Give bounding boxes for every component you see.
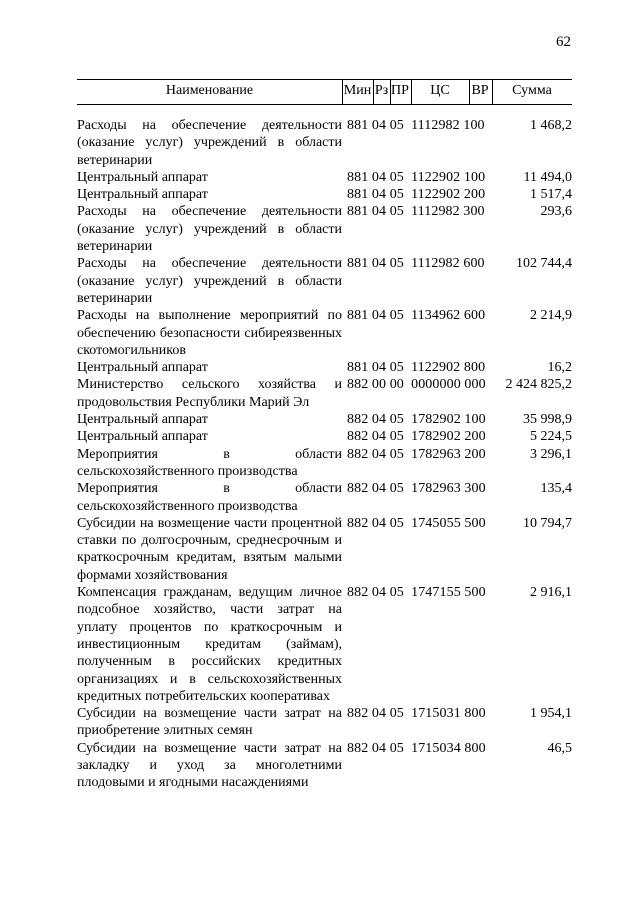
- row-sum: 135,4: [540, 481, 572, 497]
- row-name: Центральный аппарат: [77, 412, 208, 428]
- row-sum: 5 224,5: [530, 429, 572, 445]
- row-code: 882 04 05 1715034 800: [347, 740, 486, 756]
- row-sum: 46,5: [547, 740, 572, 756]
- table-row: [77, 411, 572, 428]
- table-row: [77, 480, 572, 515]
- row-code: 882 04 05 1747155 500: [347, 585, 486, 601]
- row-sum: 16,2: [547, 360, 572, 376]
- row-name: Мероприятия в области сельскохозяйственного производства: [77, 481, 342, 514]
- row-name: Центральный аппарат: [77, 429, 208, 445]
- header-min: Мин: [343, 83, 372, 98]
- row-name: Компенсация гражданам, ведущим личное подсобное хозяйство, части затрат на уплату процентов по краткосрочным и инвестиционным кредитам (займам), полученным в российских кредитных организациях и в сельскохозяйственных кредитных потребительских кооперативах: [77, 585, 342, 704]
- header-divider: [492, 80, 493, 104]
- table-row: [77, 186, 572, 203]
- row-sum: 2 424 825,2: [505, 377, 572, 393]
- row-code: 882 04 05 1745055 500: [347, 515, 486, 531]
- row-sum: 1 517,4: [530, 187, 572, 203]
- row-code: 882 04 05 1782902 100: [347, 412, 486, 428]
- row-sum: 10 794,7: [523, 515, 572, 531]
- header-cs: ЦС: [430, 83, 450, 98]
- table-row: [77, 307, 572, 359]
- table-row: [77, 584, 572, 705]
- row-name: Мероприятия в области сельскохозяйственного производства: [77, 446, 342, 479]
- header-pr: ПР: [391, 83, 409, 98]
- header-vr: ВР: [471, 83, 489, 98]
- row-code: 882 04 05 1782963 300: [347, 481, 486, 497]
- row-name: Расходы на обеспечение деятельности (оказание услуг) учреждений в области ветеринарии: [77, 118, 342, 168]
- row-name: Министерство сельского хозяйства и продовольствия Республики Марий Эл: [77, 377, 342, 410]
- row-name: Субсидии на возмещение части процентной ставки по долгосрочным, среднесрочным и краткосрочным кредитам, взятым малыми формами хозяйствования: [77, 515, 342, 583]
- row-sum: 1 954,1: [530, 706, 572, 722]
- header-divider: [469, 80, 470, 104]
- row-code: 881 04 05 1122902 800: [347, 360, 486, 376]
- row-code: 881 04 05 1112982 100: [347, 118, 485, 133]
- row-name: Расходы на выполнение мероприятий по обеспечению безопасности сибиреязвенных скотомогильников: [77, 308, 342, 358]
- row-code: 882 04 05 1782963 200: [347, 446, 486, 462]
- row-code: 881 04 05 1122902 100: [347, 169, 486, 185]
- header-rz: Рз: [374, 83, 389, 98]
- row-sum: 3 296,1: [530, 446, 572, 462]
- table-row: [77, 446, 572, 481]
- row-sum: 2 916,1: [530, 585, 572, 601]
- table-row: [77, 428, 572, 445]
- table-row: [77, 376, 572, 411]
- table-row: [77, 117, 572, 169]
- row-name: Центральный аппарат: [77, 169, 208, 185]
- row-code: 881 04 05 1112982 300: [347, 204, 485, 220]
- header-name: Наименование: [165, 83, 254, 98]
- row-name: Субсидии на возмещение части затрат на приобретение элитных семян: [77, 706, 342, 739]
- row-name: Расходы на обеспечение деятельности (оказание услуг) учреждений в области ветеринарии: [77, 204, 342, 255]
- row-sum: 11 494,0: [523, 169, 572, 185]
- row-name: Центральный аппарат: [77, 187, 208, 203]
- header-divider: [342, 80, 343, 104]
- row-code: 881 04 05 1134962 600: [347, 308, 486, 324]
- row-sum: 2 214,9: [530, 308, 572, 324]
- row-sum: 1 468,2: [530, 118, 572, 133]
- header-sum: Сумма: [512, 83, 552, 98]
- header-divider: [390, 80, 391, 104]
- row-name: Субсидии на возмещение части затрат на закладку и уход за многолетними плодовыми и ягодными насаждениями: [77, 740, 342, 791]
- header-divider: [373, 80, 374, 104]
- row-code: 882 04 05 1782902 200: [347, 429, 486, 445]
- row-name: Расходы на обеспечение деятельности (оказание услуг) учреждений в области ветеринарии: [77, 256, 342, 306]
- budget-table-body: [77, 117, 572, 792]
- table-row: [77, 255, 572, 307]
- table-row: [77, 705, 572, 740]
- table-row: [77, 515, 572, 584]
- table-row: [77, 359, 572, 376]
- row-sum: 35 998,9: [523, 412, 572, 428]
- row-code: 882 00 00 0000000 000: [347, 377, 486, 393]
- table-row: [77, 169, 572, 186]
- row-code: 881 04 05 1122902 200: [347, 187, 486, 203]
- row-code: 881 04 05 1112982 600: [347, 256, 485, 272]
- table-row: [77, 740, 572, 792]
- header-divider: [411, 80, 412, 104]
- row-code: 882 04 05 1715031 800: [347, 706, 486, 722]
- table-row: [77, 203, 572, 255]
- row-sum: 102 744,4: [516, 256, 572, 272]
- row-name: Центральный аппарат: [77, 360, 208, 376]
- table-header: [77, 80, 572, 104]
- header-bottom-border: [77, 104, 572, 105]
- row-sum: 293,6: [540, 204, 572, 220]
- page-number: 62: [556, 34, 571, 50]
